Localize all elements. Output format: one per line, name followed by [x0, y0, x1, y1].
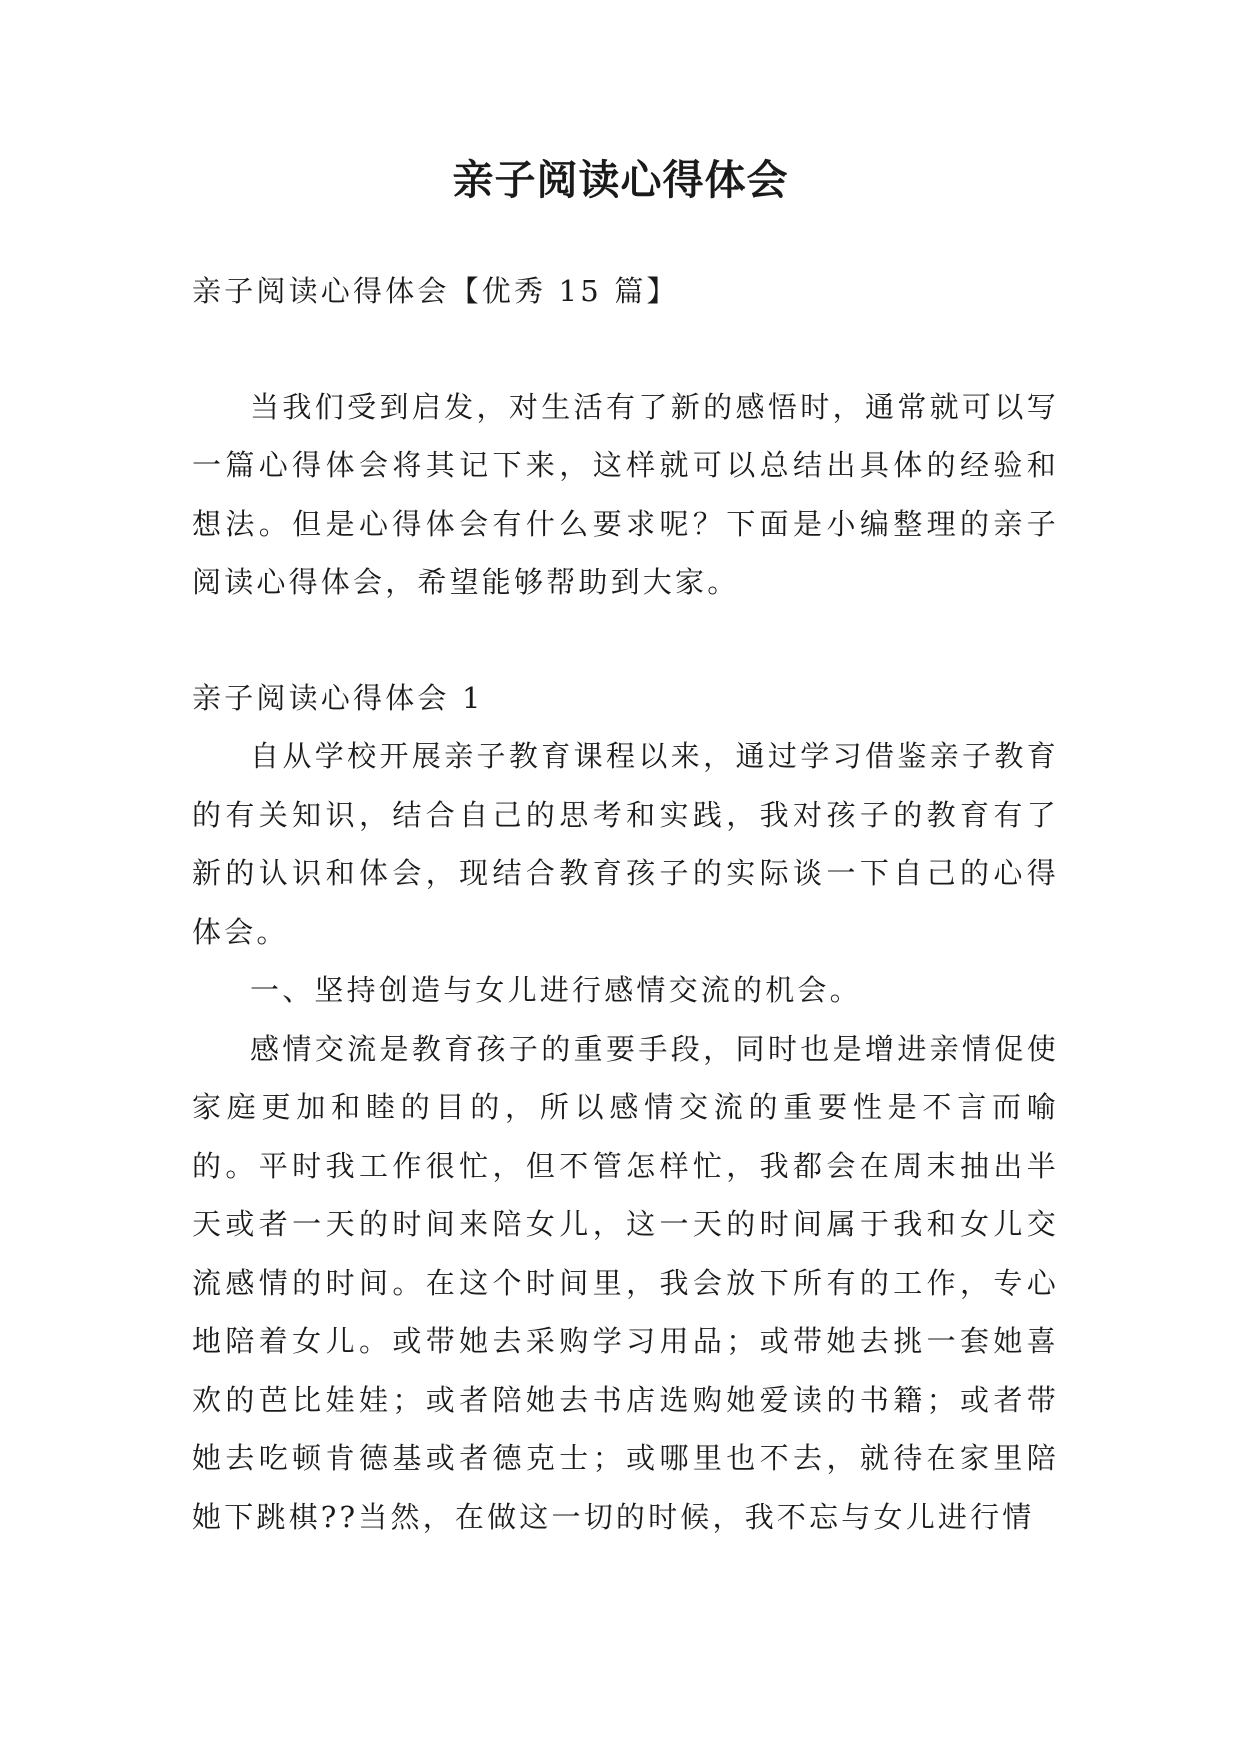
section-heading: 亲子阅读心得体会 1 — [192, 680, 484, 715]
body-paragraph: 感情交流是教育孩子的重要手段，同时也是增进亲情促使家庭更加和睦的目的，所以感情交流的重要性是不言而喻的。平时我工作很忙，但不管怎样忙，我都会在周末抽出半天或者一天的时间来陪女儿，这一天的时间属于我和女儿交流感情的时间。在这个时间里，我会放下所有的工作，专心地陪着女儿。或带她去采购学习用品；或带她去挑一套她喜欢的芭比娃娃；或者陪她去书店选购她爱读的书籍；或者带她去吃顿肯德基或者德克士；或哪里也不去，就待在家里陪她下跳棋??当然，在做这一切的时候，我不忘与女儿进行情 — [192, 1031, 1059, 1534]
document-body — [192, 262, 1059, 1546]
document-subtitle: 亲子阅读心得体会【优秀 15 篇】 — [192, 274, 679, 308]
document-title: 亲子阅读心得体会 — [452, 156, 789, 204]
intro-paragraph: 当我们受到启发，对生活有了新的感悟时，通常就可以写一篇心得体会将其记下来，这样就可以总结出具体的经验和想法。但是心得体会有什么要求呢？下面是小编整理的亲子阅读心得体会，希望能够帮助到大家。 — [192, 389, 1059, 599]
point-heading: 一、坚持创造与女儿进行感情交流的机会。 — [250, 973, 862, 1007]
body-paragraph: 自从学校开展亲子教育课程以来，通过学习借鉴亲子教育的有关知识，结合自己的思考和实践，我对孩子的教育有了新的认识和体会，现结合教育孩子的实际谈一下自己的心得体会。 — [192, 739, 1059, 949]
